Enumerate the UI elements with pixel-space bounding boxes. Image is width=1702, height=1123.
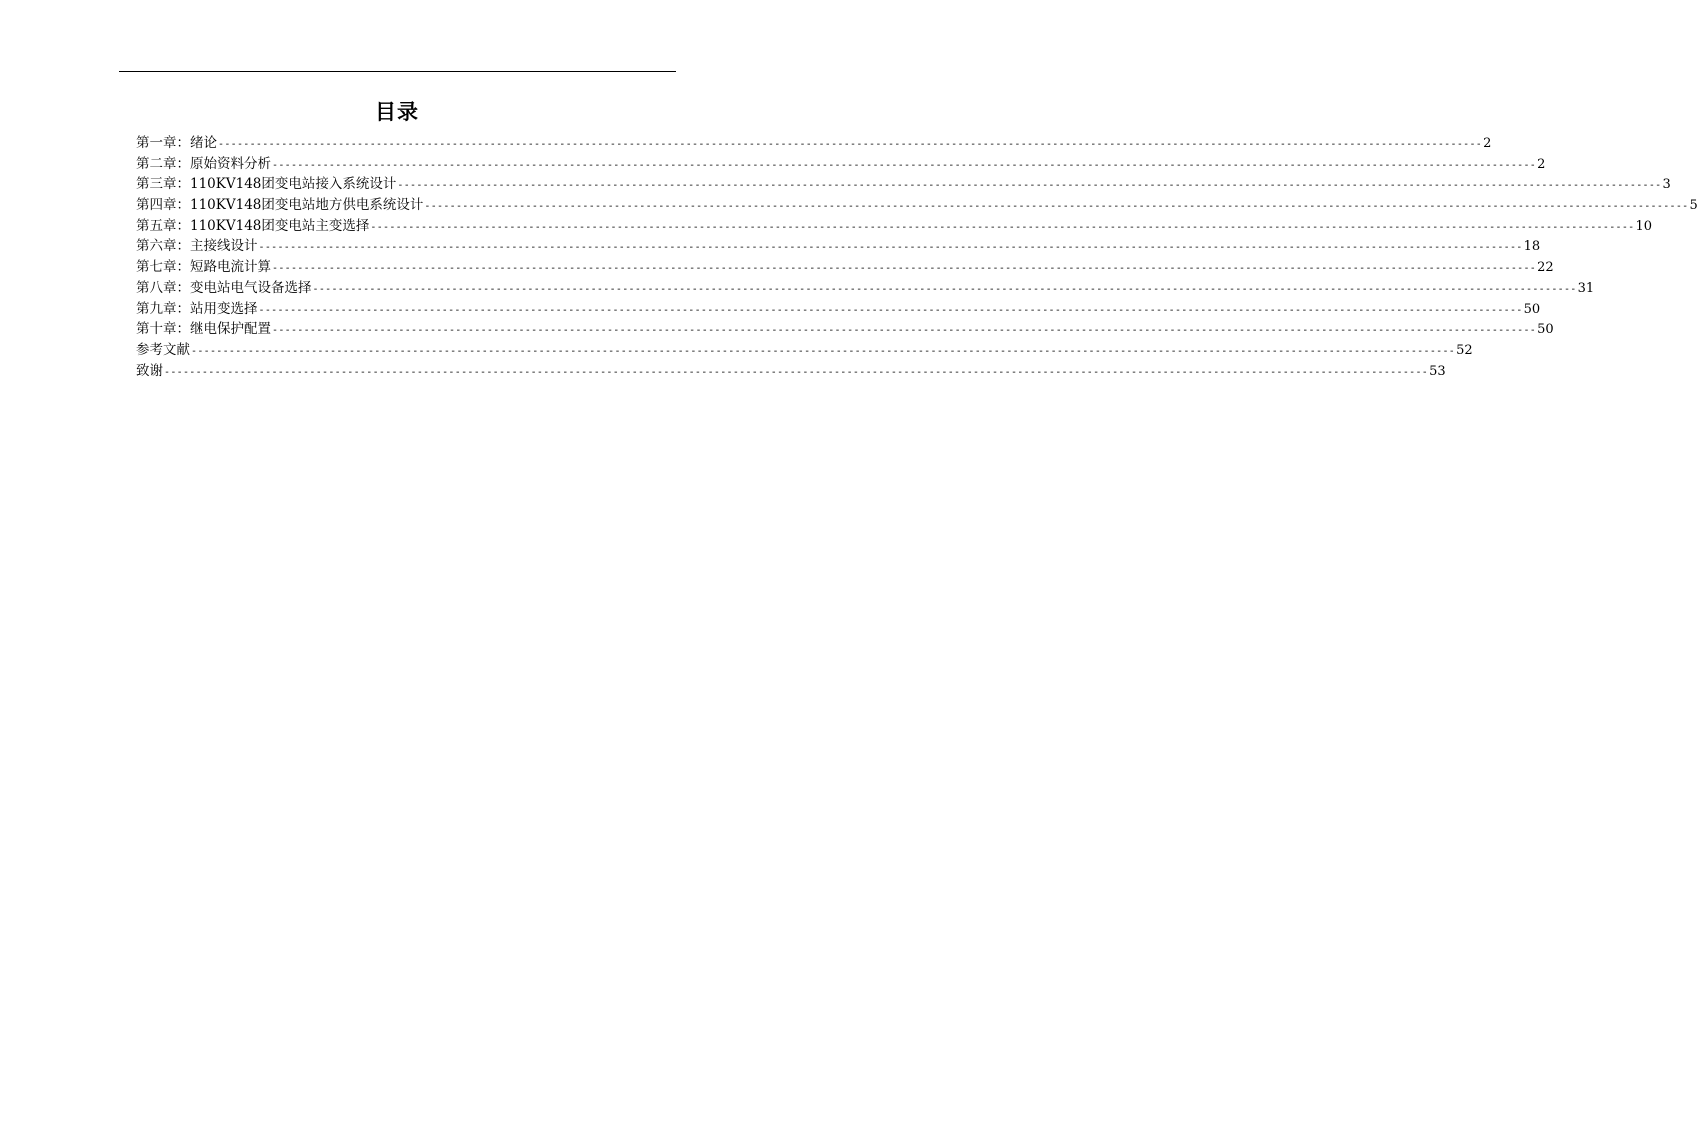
toc-entry[interactable] bbox=[136, 174, 1671, 195]
toc-entry[interactable] bbox=[136, 299, 1541, 320]
toc-entry-label: 第八章：变电站电气设备选择 bbox=[136, 279, 312, 296]
toc-entry-page-number: 5 bbox=[1689, 198, 1698, 214]
toc-entry-page-number: 52 bbox=[1456, 342, 1473, 358]
toc-leader-dashes: -------------------------------------------------------------------------------------------------------------------------------------------------------------------------------------------------------- bbox=[272, 325, 1537, 337]
header-rule bbox=[119, 71, 676, 72]
toc-entry-page-number: 18 bbox=[1523, 239, 1541, 255]
toc-leader-dashes: -------------------------------------------------------------------------------------------------------------------------------------------------------------------------------------------------------- bbox=[312, 283, 1577, 295]
toc-entry-page-number: 31 bbox=[1577, 280, 1595, 296]
toc-leader-dashes: -------------------------------------------------------------------------------------------------------------------------------------------------------------------------------------------------------- bbox=[397, 180, 1662, 192]
toc-leader-dashes: -------------------------------------------------------------------------------------------------------------------------------------------------------------------------------------------------------- bbox=[370, 221, 1635, 233]
toc-entry-label: 第一章：绪论 bbox=[136, 135, 217, 151]
toc-entry[interactable] bbox=[136, 361, 1446, 382]
toc-leader-dashes: -------------------------------------------------------------------------------------------------------------------------------------------------------------------------------------------------------- bbox=[191, 345, 1456, 357]
toc-leader-dashes: -------------------------------------------------------------------------------------------------------------------------------------------------------------------------------------------------------- bbox=[424, 201, 1689, 213]
toc-entry[interactable] bbox=[136, 257, 1554, 278]
toc-entry-label: 第九章：站用变选择 bbox=[136, 300, 258, 317]
toc-leader-dashes: -------------------------------------------------------------------------------------------------------------------------------------------------------------------------------------------------------- bbox=[272, 263, 1537, 275]
toc-entry-page-number: 50 bbox=[1523, 301, 1541, 317]
toc-entry[interactable] bbox=[136, 154, 1546, 175]
toc-entry-label: 第七章：短路电流计算 bbox=[136, 259, 271, 276]
toc-entry-page-number: 2 bbox=[1537, 156, 1546, 172]
toc-leader-dashes: -------------------------------------------------------------------------------------------------------------------------------------------------------------------------------------------------------- bbox=[164, 366, 1429, 378]
toc-entry-page-number: 50 bbox=[1537, 322, 1554, 338]
toc-entry[interactable] bbox=[136, 340, 1473, 361]
page-title: 目录 bbox=[375, 99, 419, 124]
toc-entry-label: 第六章：主接线设计 bbox=[136, 238, 258, 255]
toc-entry-page-number: 2 bbox=[1483, 136, 1492, 151]
toc-leader-dashes: -------------------------------------------------------------------------------------------------------------------------------------------------------------------------------------------------------- bbox=[258, 242, 1523, 254]
toc-entry-label: 第五章：110KV148团变电站主变选择 bbox=[136, 217, 370, 234]
toc-entry-page-number: 22 bbox=[1537, 260, 1554, 276]
toc-entry[interactable] bbox=[136, 236, 1541, 257]
toc-entry-page-number: 3 bbox=[1662, 177, 1671, 193]
toc-entry-page-number: 53 bbox=[1429, 363, 1446, 379]
toc-entry[interactable] bbox=[136, 195, 1698, 216]
table-of-contents bbox=[136, 133, 1698, 381]
toc-entry-label: 第十章：继电保护配置 bbox=[136, 321, 271, 338]
toc-leader-dashes: -------------------------------------------------------------------------------------------------------------------------------------------------------------------------------------------------------- bbox=[272, 159, 1537, 171]
toc-entry-label: 第三章：110KV148团变电站接入系统设计 bbox=[136, 176, 397, 193]
toc-entry[interactable] bbox=[136, 133, 1492, 154]
toc-leader-dashes: -------------------------------------------------------------------------------------------------------------------------------------------------------------------------------------------------------- bbox=[258, 304, 1523, 316]
toc-entry-label: 第四章：110KV148团变电站地方供电系统设计 bbox=[136, 197, 424, 214]
toc-entry[interactable] bbox=[136, 216, 1653, 237]
toc-entry-label: 第二章：原始资料分析 bbox=[136, 155, 271, 172]
toc-entry[interactable] bbox=[136, 319, 1554, 340]
toc-entry[interactable] bbox=[136, 278, 1595, 299]
toc-entry-label: 参考文献 bbox=[136, 341, 190, 358]
toc-entry-page-number: 10 bbox=[1635, 218, 1653, 234]
toc-entry-label: 致谢 bbox=[136, 362, 163, 379]
toc-leader-dashes: -------------------------------------------------------------------------------------------------------------------------------------------------------------------------------------------------------- bbox=[218, 139, 1483, 150]
